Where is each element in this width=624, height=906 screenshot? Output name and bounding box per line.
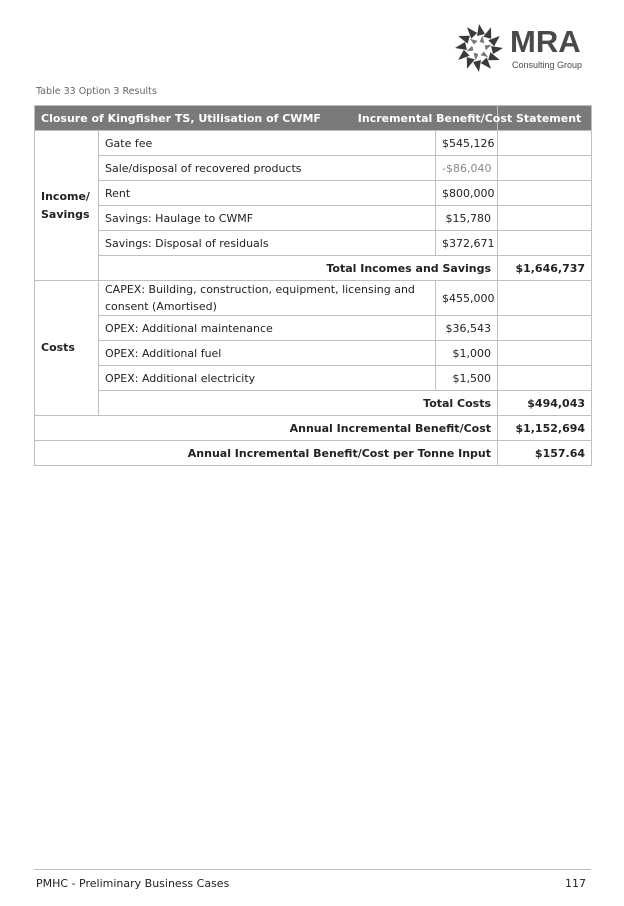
table-row (35, 206, 592, 231)
header-option-title: Closure of Kingfisher TS, Utilisation of CWMF (35, 106, 498, 131)
costs-total-value: $494,043 (498, 391, 592, 416)
income-total-value: $1,646,737 (498, 256, 592, 281)
annual-benefit-label: Annual Incremental Benefit/Cost (35, 416, 498, 441)
logo-subtitle: Consulting Group (512, 60, 583, 70)
row-value: $800,000 (436, 181, 498, 206)
table-row (35, 131, 592, 156)
row-label: Gate fee (99, 131, 436, 156)
table-row (35, 231, 592, 256)
header-statement-title (357, 106, 592, 131)
row-label: CAPEX: Building, construction, equipment, licensing and consent (Amortised) (99, 281, 436, 316)
per-tonne-label: Annual Incremental Benefit/Cost per Tonne Input (35, 441, 498, 466)
logo-brand: MRA (510, 24, 581, 59)
category-costs: Costs (35, 281, 99, 416)
row-label: Savings: Disposal of residuals (99, 231, 436, 256)
row-total-cell (498, 206, 592, 231)
row-value: $15,780 (436, 206, 498, 231)
row-total-cell (498, 281, 592, 316)
row-total-cell (498, 231, 592, 256)
table-caption: Table 33 Option 3 Results (36, 86, 157, 97)
costs-total-label: Total Costs (99, 391, 498, 416)
income-total-label: Total Incomes and Savings (99, 256, 498, 281)
row-total-cell (498, 341, 592, 366)
row-value: $372,671 (436, 231, 498, 256)
row-label: OPEX: Additional maintenance (99, 316, 436, 341)
row-label: Savings: Haulage to CWMF (99, 206, 436, 231)
row-total-cell (498, 366, 592, 391)
table-header-row (35, 106, 592, 131)
row-total-cell (498, 131, 592, 156)
row-value: $36,543 (436, 316, 498, 341)
income-total-row (35, 256, 592, 281)
costs-total-row (35, 391, 592, 416)
per-tonne-value: $157.64 (498, 441, 592, 466)
results-table (34, 105, 592, 466)
table-row (35, 181, 592, 206)
mra-swirl-icon (452, 22, 508, 74)
row-value: $1,000 (436, 341, 498, 366)
row-value: -$86,040 (436, 156, 498, 181)
table-row (35, 156, 592, 181)
row-total-cell (498, 316, 592, 341)
footer-document-title: PMHC - Preliminary Business Cases (36, 877, 230, 890)
row-label: OPEX: Additional fuel (99, 341, 436, 366)
row-label: Sale/disposal of recovered products (99, 156, 436, 181)
row-total-cell (498, 181, 592, 206)
table-row (35, 366, 592, 391)
mra-logo (452, 22, 592, 74)
category-income-savings: Income/ Savings (35, 131, 99, 281)
table-row (35, 316, 592, 341)
page-number: 117 (565, 877, 586, 890)
footer-divider (34, 869, 591, 870)
annual-benefit-value: $1,152,694 (498, 416, 592, 441)
table-row (35, 281, 592, 316)
table-row (35, 341, 592, 366)
annual-benefit-row (35, 416, 592, 441)
per-tonne-row (35, 441, 592, 466)
row-value: $455,000 (436, 281, 498, 316)
row-total-cell (498, 156, 592, 181)
row-value: $1,500 (436, 366, 498, 391)
row-label: Rent (99, 181, 436, 206)
row-value: $545,126 (436, 131, 498, 156)
row-label: OPEX: Additional electricity (99, 366, 436, 391)
header-statement-text: Incremental Benefit/Cost Statement (357, 111, 582, 125)
